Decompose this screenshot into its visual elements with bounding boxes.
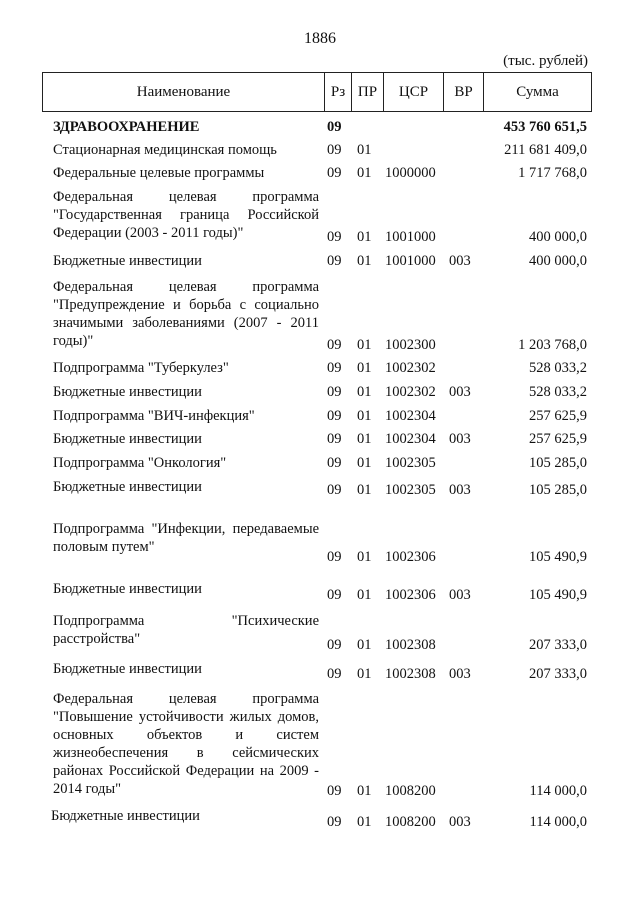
row-pr: 01 — [357, 408, 372, 424]
table-row — [42, 690, 592, 806]
header-pr: ПР — [351, 73, 383, 111]
row-rz: 09 — [327, 119, 342, 135]
row-vr: 003 — [449, 253, 471, 269]
row-sum: 400 000,0 — [529, 229, 587, 245]
row-rz: 09 — [327, 165, 342, 181]
row-csr: 1002302 — [385, 384, 436, 400]
row-pr: 01 — [357, 637, 372, 653]
row-rz: 09 — [327, 360, 342, 376]
row-sum: 105 285,0 — [529, 455, 587, 471]
row-csr: 1008200 — [385, 783, 436, 799]
row-vr: 003 — [449, 384, 471, 400]
row-pr: 01 — [357, 431, 372, 447]
table-row — [42, 520, 592, 574]
row-name: Бюджетные инвестиции — [53, 479, 202, 495]
row-csr: 1008200 — [385, 814, 436, 830]
row-name: Бюджетные инвестиции — [53, 661, 202, 677]
row-sum: 105 285,0 — [529, 482, 587, 498]
row-rz: 09 — [327, 408, 342, 424]
row-vr: 003 — [449, 814, 471, 830]
row-rz: 09 — [327, 384, 342, 400]
row-sum: 207 333,0 — [529, 637, 587, 653]
row-sum: 114 000,0 — [529, 783, 587, 799]
table-row — [42, 612, 592, 666]
row-rz: 09 — [327, 814, 342, 830]
row-vr: 003 — [449, 587, 471, 603]
row-name: Подпрограмма "Туберкулез" — [53, 360, 229, 376]
unit-note: (тыс. рублей) — [503, 53, 588, 69]
row-rz: 09 — [327, 253, 342, 269]
row-pr: 01 — [357, 455, 372, 471]
row-rz: 09 — [327, 337, 342, 353]
row-name: Бюджетные инвестиции — [53, 384, 202, 400]
budget-table — [42, 72, 592, 830]
row-csr: 1002308 — [385, 666, 436, 682]
row-vr: 003 — [449, 431, 471, 447]
row-pr: 01 — [357, 587, 372, 603]
row-rz: 09 — [327, 783, 342, 799]
row-csr: 1002305 — [385, 455, 436, 471]
row-rz: 09 — [327, 482, 342, 498]
row-name: Подпрограмма "ВИЧ-инфекция" — [53, 408, 255, 424]
row-sum: 528 033,2 — [529, 360, 587, 376]
row-sum: 114 000,0 — [529, 814, 587, 830]
row-pr: 01 — [357, 549, 372, 565]
row-sum: 105 490,9 — [529, 549, 587, 565]
row-sum: 528 033,2 — [529, 384, 587, 400]
row-name: Федеральная целевая программа "Повышение устойчивости жилых домов, основных объектов и систем жизнеобеспечения в сейсмических районах Российской Федерации на 2009 - 2014 годы" — [53, 691, 319, 797]
row-pr: 01 — [357, 783, 372, 799]
row-sum: 1 717 768,0 — [518, 165, 587, 181]
row-rz: 09 — [327, 587, 342, 603]
table-row — [42, 478, 592, 518]
row-rz: 09 — [327, 431, 342, 447]
table-row — [42, 188, 592, 260]
row-csr: 1001000 — [385, 253, 436, 269]
row-pr: 01 — [357, 666, 372, 682]
row-sum: 105 490,9 — [529, 587, 587, 603]
row-rz: 09 — [327, 229, 342, 245]
row-name: Бюджетные инвестиции — [53, 253, 202, 269]
header-csr: ЦСР — [383, 73, 443, 111]
row-sum: 257 625,9 — [529, 431, 587, 447]
header-rz: Рз — [324, 73, 351, 111]
row-pr: 01 — [357, 229, 372, 245]
row-name: Стационарная медицинская помощь — [53, 142, 277, 158]
row-pr: 01 — [357, 142, 372, 158]
row-sum: 453 760 651,5 — [503, 119, 587, 135]
table-header — [42, 72, 592, 112]
row-name: Бюджетные инвестиции — [53, 581, 202, 597]
row-rz: 09 — [327, 455, 342, 471]
row-vr: 003 — [449, 666, 471, 682]
row-pr: 01 — [357, 482, 372, 498]
row-pr: 01 — [357, 165, 372, 181]
row-name: Подпрограмма "Онкология" — [53, 455, 227, 471]
row-csr: 1002306 — [385, 549, 436, 565]
row-csr: 1002300 — [385, 337, 436, 353]
row-name: Подпрограмма "Инфекции, передаваемые половым путем" — [53, 521, 319, 555]
row-pr: 01 — [357, 384, 372, 400]
row-csr: 1001000 — [385, 229, 436, 245]
row-vr: 003 — [449, 482, 471, 498]
row-name: Бюджетные инвестиции — [53, 431, 202, 447]
row-csr: 1002304 — [385, 431, 436, 447]
row-pr: 01 — [357, 814, 372, 830]
table-row — [42, 807, 592, 847]
row-sum: 400 000,0 — [529, 253, 587, 269]
header-name: Наименование — [42, 73, 324, 111]
row-csr: 1002302 — [385, 360, 436, 376]
row-pr: 01 — [357, 337, 372, 353]
row-csr: 1002304 — [385, 408, 436, 424]
row-csr: 1000000 — [385, 165, 436, 181]
row-sum: 207 333,0 — [529, 666, 587, 682]
row-sum: 1 203 768,0 — [518, 337, 587, 353]
row-rz: 09 — [327, 142, 342, 158]
row-pr: 01 — [357, 360, 372, 376]
row-sum: 257 625,9 — [529, 408, 587, 424]
row-sum: 211 681 409,0 — [504, 142, 587, 158]
row-name: Бюджетные инвестиции — [51, 808, 200, 824]
row-name: Подпрограмма "Психические расстройства" — [53, 613, 319, 647]
row-name: Федеральная целевая программа "Государственная граница Российской Федерации (2003 - 2011 годы)" — [53, 189, 319, 241]
row-csr: 1002306 — [385, 587, 436, 603]
row-name: Федеральные целевые программы — [53, 165, 265, 181]
row-csr: 1002308 — [385, 637, 436, 653]
row-rz: 09 — [327, 549, 342, 565]
row-pr: 01 — [357, 253, 372, 269]
header-vr: ВР — [443, 73, 483, 111]
row-name: ЗДРАВООХРАНЕНИЕ — [53, 119, 200, 135]
header-sum: Сумма — [483, 73, 592, 111]
row-rz: 09 — [327, 666, 342, 682]
table-row — [42, 278, 592, 368]
row-name: Федеральная целевая программа "Предупреждение и борьба с социально значимыми заболеваниями (2007 - 2011 годы)" — [53, 279, 319, 349]
row-csr: 1002305 — [385, 482, 436, 498]
page-number: 1886 — [304, 30, 336, 47]
row-rz: 09 — [327, 637, 342, 653]
